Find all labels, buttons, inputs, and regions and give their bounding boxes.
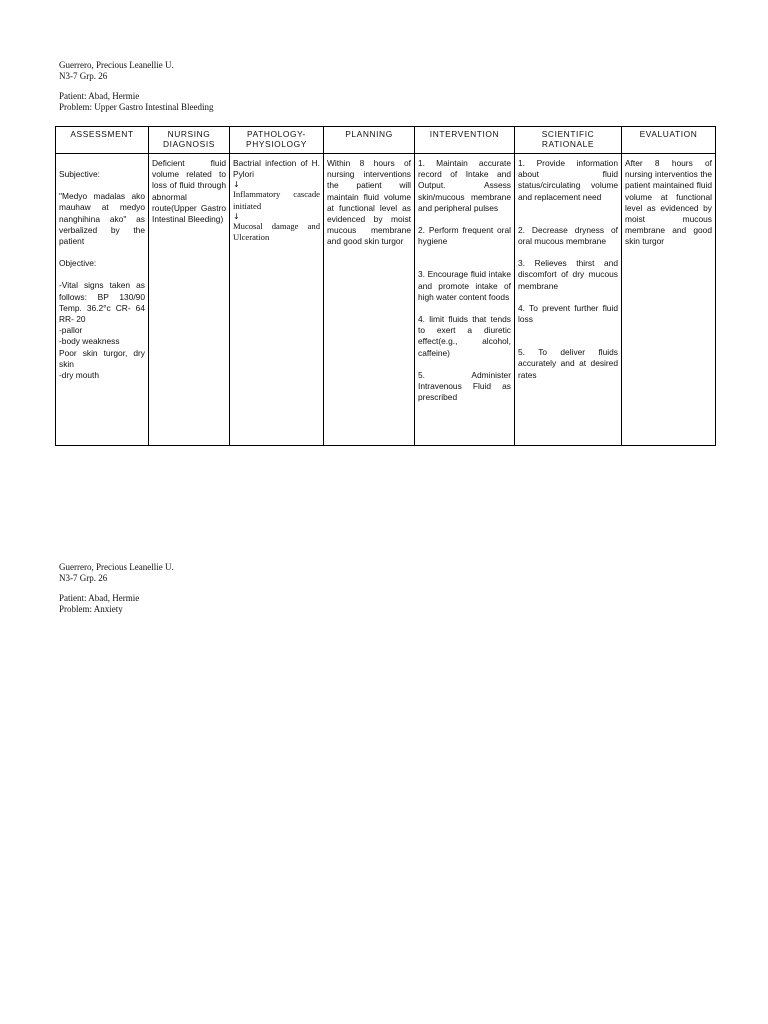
student-name: Guerrero, Precious Leanellie U. [59,562,174,572]
intervention-item: 4. limit fluids that tends to exert a diuretic effect(e.g., alcohol, caffeine) [418,314,511,358]
rationale-item: 5. To deliver fluids accurately and at desired rates [518,347,618,380]
table-row [56,154,716,446]
subjective-label: Subjective: [59,169,100,179]
header-evaluation: EVALUATION [622,127,716,154]
subjective-text: "Medyo madalas ako mauhaw at medyo nanghihina ako" as verbalized by the patient [59,191,145,247]
pallor: -pallor [59,325,83,336]
assessment-cell [56,154,149,446]
down-arrow-icon: ↓ [233,211,240,221]
rationale-item: 4. To prevent further fluid loss [518,302,618,325]
intervention-item: 5. Administer Intravenous Fluid as prescribed [418,369,511,403]
body-weakness: -body weakness [59,336,120,347]
objective-label: Objective: [59,258,97,269]
header-pathophysiology: PATHOLOGY- PHYSIOLOGY [230,127,324,154]
patho-step-1: Bactrial infection of H. Pylori [233,158,320,180]
nursing-care-plan-table [55,126,716,446]
dry-mouth: -dry mouth [59,370,100,381]
intervention-item: 2. Perform frequent oral hygiene [418,225,511,247]
header-block-1 [59,60,213,112]
header-assessment: ASSESSMENT [56,127,149,154]
rationale-item: 3. Relieves thirst and discomfort of dry mucous membrane [518,258,618,291]
rationale-cell [515,154,622,446]
skin-turgor: Poor skin turgor, dry skin [59,347,145,369]
intervention-cell [415,154,515,446]
rationale-item: 2. Decrease dryness of oral mucous membrane [518,224,618,247]
patient-name: Patient: Abad, Hermie [59,91,140,101]
nursing-diagnosis-cell [149,154,230,446]
header-planning: PLANNING [324,127,415,154]
patho-step-2: Inflammatory cascade initiated [233,189,320,211]
pathophysiology-cell [230,154,324,446]
header-intervention: INTERVENTION [415,127,515,154]
table-header-row [56,127,716,154]
patient-name: Patient: Abad, Hermie [59,593,140,603]
problem-title: Problem: Upper Gastro Intestinal Bleeding [59,101,214,112]
intervention-item: 1. Maintain accurate record of Intake and Output. Assess skin/mucous membrane and peripheral pulses [418,158,511,213]
evaluation-cell [622,154,716,446]
student-group: N3-7 Grp. 26 [59,572,108,583]
header-scientific-rationale: SCIENTIFIC RATIONALE [515,127,622,154]
planning-text: Within 8 hours of nursing interventions the patient will maintain fluid volume at functional level as evidenced by moist mucous membrane and good skin turgor [327,158,411,247]
intervention-item: 3. Encourage fluid intake and promote intake of high water content foods [418,269,511,302]
student-name: Guerrero, Precious Leanellie U. [59,60,174,70]
vital-signs: -Vital signs taken as follows: BP 130/90 Temp. 36.2°c CR- 64 RR- 20 [59,280,145,325]
diagnosis-text: Deficient fluid volume related to loss of fluid through abnormal route(Upper Gastro Intestinal Bleeding) [152,158,226,225]
rationale-item: 1. Provide information about fluid status/circulating volume and replacement need [518,158,618,202]
header-block-2 [59,562,174,614]
planning-cell [324,154,415,446]
evaluation-text: After 8 hours of nursing interventios the patient maintained fluid volume at functional level as evidenced by moist mucous membrane and good skin turgor [625,158,712,247]
student-group: N3-7 Grp. 26 [59,70,108,81]
problem-title: Problem: Anxiety [59,603,123,614]
down-arrow-icon: ↓ [233,180,240,190]
header-nursing-diagnosis: NURSING DIAGNOSIS [149,127,230,154]
patho-step-3: Mucosal damage and Ulceration [233,220,320,243]
